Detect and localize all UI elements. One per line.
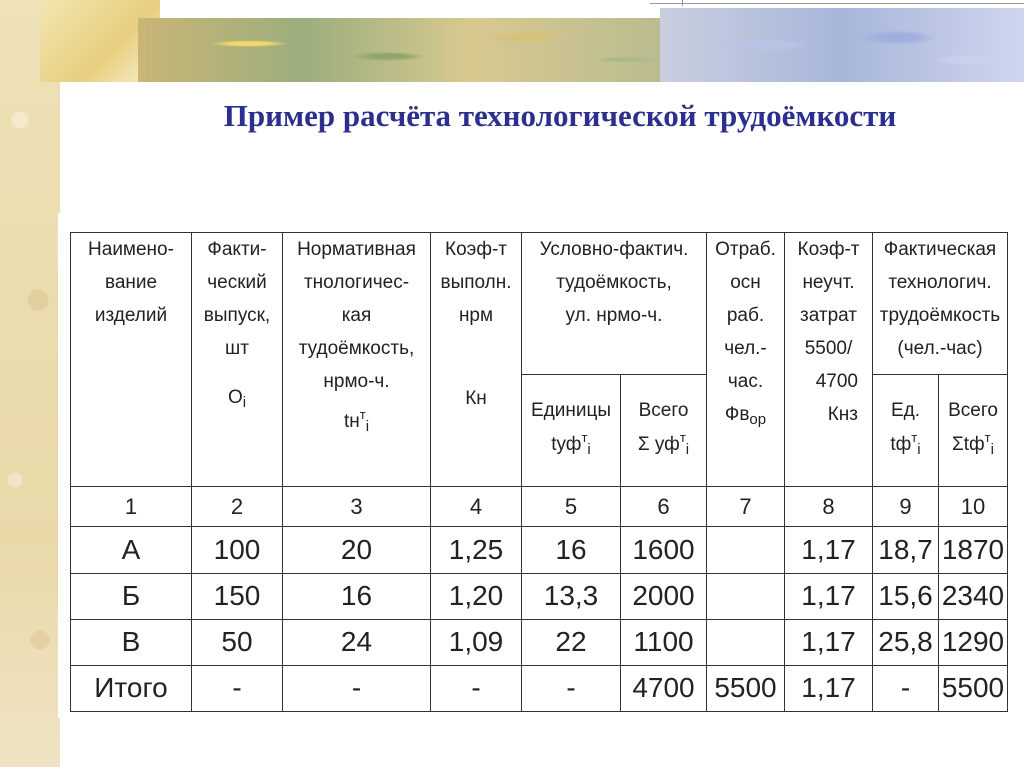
column-number: 5 bbox=[522, 487, 621, 527]
cell: - bbox=[283, 665, 431, 711]
table-row bbox=[71, 619, 1008, 665]
cell: - bbox=[873, 665, 939, 711]
cell: 1100 bbox=[621, 619, 707, 665]
cell: 1290 bbox=[939, 619, 1008, 665]
banner-divider-line bbox=[650, 3, 1024, 4]
cell: 1,17 bbox=[785, 573, 873, 619]
cell: 18,7 bbox=[873, 527, 939, 573]
cell: 1870 bbox=[939, 527, 1008, 573]
header-worked-hours: Отраб. осн раб. чел.- час. $Фв_{ор}$ bbox=[707, 233, 785, 487]
decorative-top-banner bbox=[30, 0, 1024, 82]
cell: 1,17 bbox=[785, 665, 873, 711]
column-number: 3 bbox=[283, 487, 431, 527]
slide-title: Пример расчёта технологической трудоёмкости bbox=[223, 98, 897, 133]
cell: 100 bbox=[192, 527, 283, 573]
table-row bbox=[71, 573, 1008, 619]
cell: 1,20 bbox=[431, 573, 522, 619]
decorative-left-strip bbox=[0, 0, 60, 767]
header-actual-total: Всего Σtф$^т_i$ bbox=[939, 374, 1008, 487]
banner-segment-blue bbox=[660, 8, 1024, 82]
column-number: 2 bbox=[192, 487, 283, 527]
cell: 150 bbox=[192, 573, 283, 619]
column-number-row bbox=[71, 487, 1008, 527]
cell: 25,8 bbox=[873, 619, 939, 665]
column-number: 4 bbox=[431, 487, 522, 527]
cell: 1600 bbox=[621, 527, 707, 573]
header-product-name: Наимено- вание изделий bbox=[71, 233, 192, 487]
cell: 2000 bbox=[621, 573, 707, 619]
header-actual-unit: Ед. $tф^т_i$ bbox=[873, 374, 939, 487]
cell: В bbox=[71, 619, 192, 665]
cell: 16 bbox=[522, 527, 621, 573]
cell: Итого bbox=[71, 665, 192, 711]
cell bbox=[707, 527, 785, 573]
cell: 5500 bbox=[939, 665, 1008, 711]
cell: Б bbox=[71, 573, 192, 619]
header-actual-tech-labor: Фактическая технологич. трудоёмкость (чел.-час) bbox=[873, 233, 1008, 375]
cell: 22 bbox=[522, 619, 621, 665]
header-actual-output: Факти- ческий выпуск, шт $O_i$ bbox=[192, 233, 283, 487]
cell: 1,09 bbox=[431, 619, 522, 665]
cell: 15,6 bbox=[873, 573, 939, 619]
column-number: 9 bbox=[873, 487, 939, 527]
column-number: 1 bbox=[71, 487, 192, 527]
cell: 2340 bbox=[939, 573, 1008, 619]
cell: А bbox=[71, 527, 192, 573]
cell: 1,17 bbox=[785, 527, 873, 573]
banner-segment-flowers bbox=[138, 18, 693, 82]
table-row-total bbox=[71, 665, 1008, 711]
cell: - bbox=[522, 665, 621, 711]
banner-divider-tick bbox=[682, 0, 683, 6]
table-row bbox=[71, 527, 1008, 573]
cell: - bbox=[431, 665, 522, 711]
header-conditional-unit: Единицы tуф$^т_i$ bbox=[522, 374, 621, 487]
cell: 13,3 bbox=[522, 573, 621, 619]
cell: 20 bbox=[283, 527, 431, 573]
header-unaccounted-coefficient: Коэф-т неучт. затрат 5500/ 4700 Кнз bbox=[785, 233, 873, 487]
cell: 1,17 bbox=[785, 619, 873, 665]
header-norm-coefficient: Коэф-т выполн. нрм Кн bbox=[431, 233, 522, 487]
column-number: 8 bbox=[785, 487, 873, 527]
cell: 4700 bbox=[621, 665, 707, 711]
cell: 5500 bbox=[707, 665, 785, 711]
cell: 16 bbox=[283, 573, 431, 619]
cell: - bbox=[192, 665, 283, 711]
header-normative-labor: Нормативная тнологичес- кая тудоёмкость, нрмо-ч. $tн^т_i$ bbox=[283, 233, 431, 487]
cell bbox=[707, 573, 785, 619]
cell: 24 bbox=[283, 619, 431, 665]
column-number: 6 bbox=[621, 487, 707, 527]
header-conditional-total: Всего Σ $уф^т_i$ bbox=[621, 374, 707, 487]
column-number: 7 bbox=[707, 487, 785, 527]
header-conditional-labor: Условно-фактич. тудоёмкость, ул. нрмо-ч. bbox=[522, 233, 707, 375]
cell: 1,25 bbox=[431, 527, 522, 573]
cell bbox=[707, 619, 785, 665]
column-number: 10 bbox=[939, 487, 1008, 527]
cell: 50 bbox=[192, 619, 283, 665]
labor-intensity-table bbox=[70, 232, 1008, 712]
